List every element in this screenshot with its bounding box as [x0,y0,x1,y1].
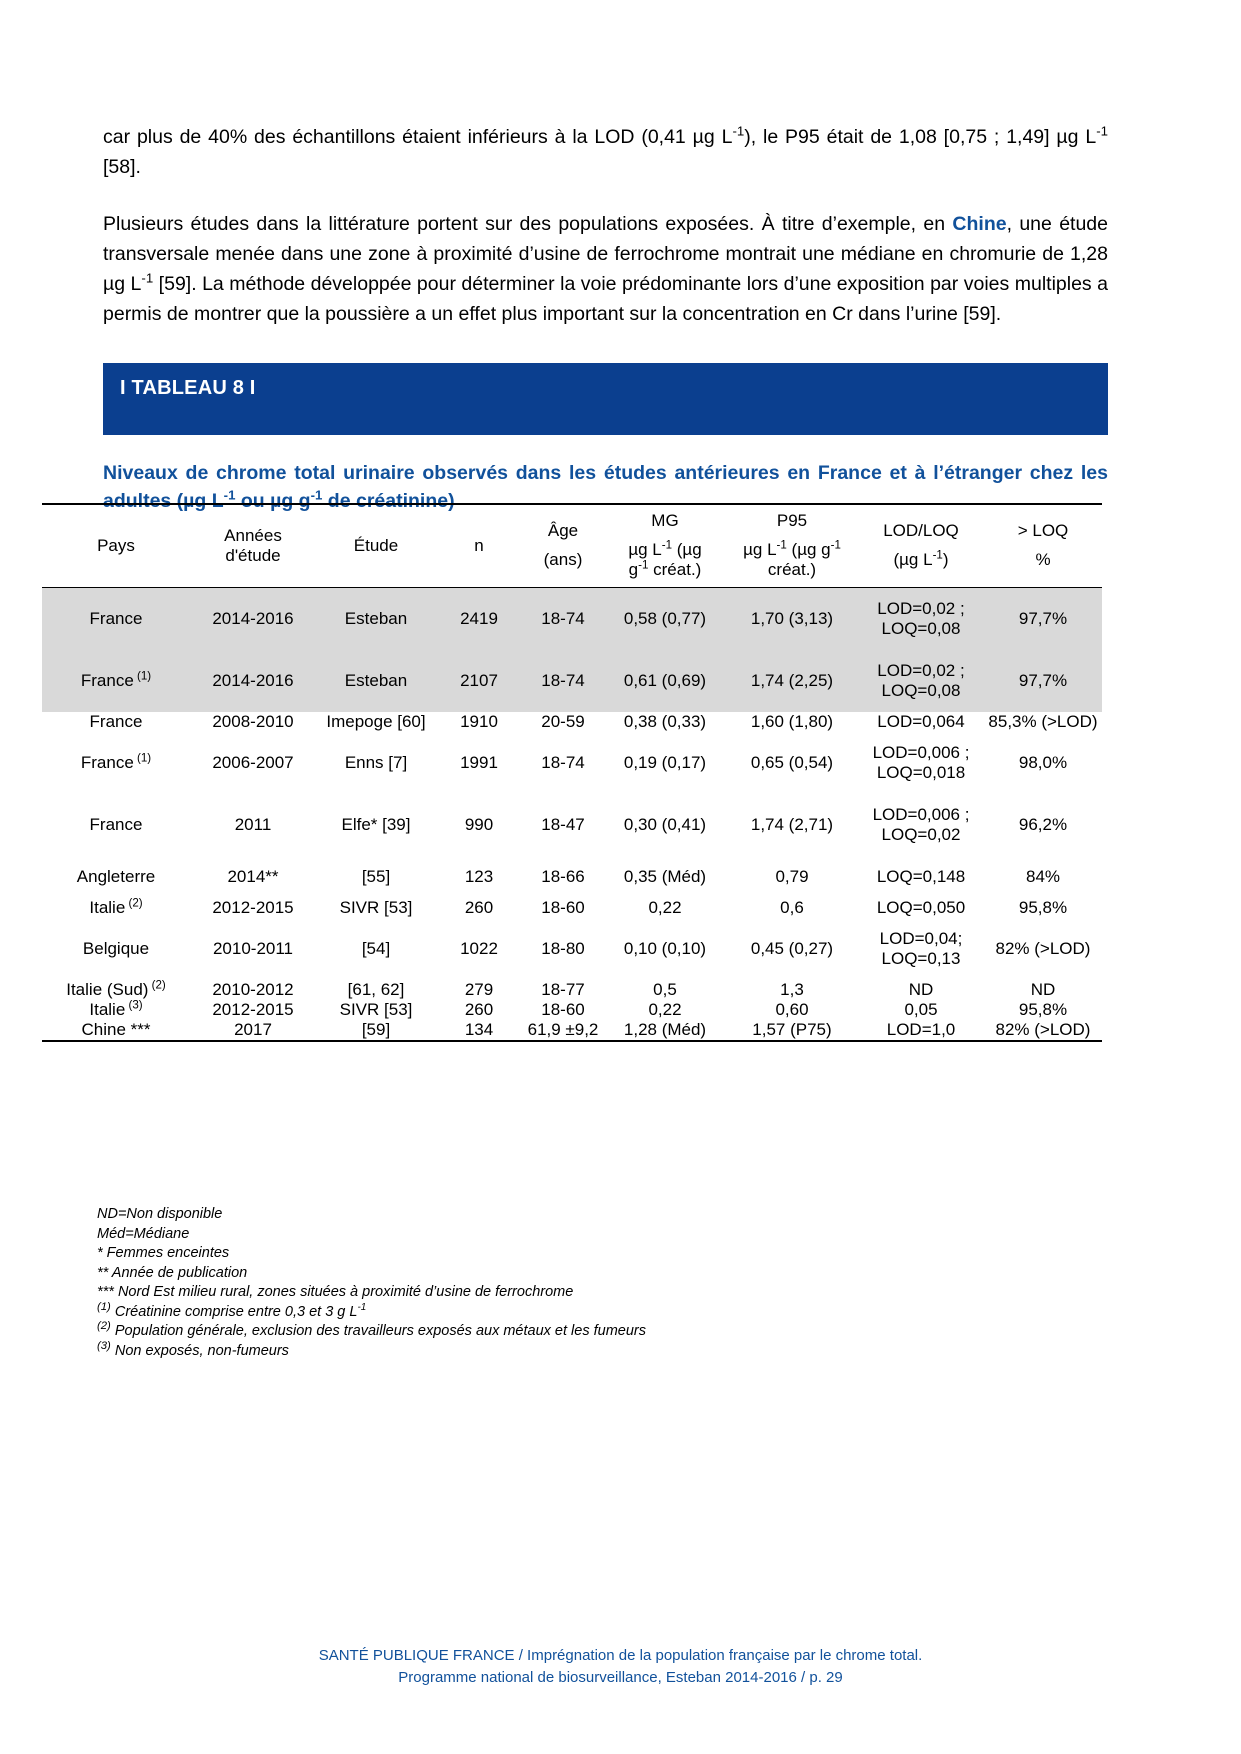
column-header-lodloq-line1: LOD/LOQ [883,521,959,540]
cell-mg: 0,30 (0,41) [623,815,707,834]
cell-lodloq [858,588,984,651]
superscript-minus-one: -1 [932,549,943,562]
footnote-text: Non exposés, non-fumeurs [110,1342,289,1359]
cell-n: 279 [464,980,494,999]
cell-lodloq-line2: LOQ=0,08 [881,681,961,700]
cell-lodloq-line1: 0,05 [904,1000,938,1019]
cell-lodloq-line1: LOQ=0,050 [876,898,966,917]
cell-n: 1991 [460,753,498,772]
footnote-text: * Femmes enceintes [97,1245,230,1261]
cell-age: 20-59 [541,712,585,731]
footnote-line [97,1244,997,1264]
cell-age: 18-60 [541,898,585,917]
cell-pays [42,1000,190,1020]
table-row [42,980,1102,1000]
cell-etude: SIVR [53] [339,898,413,917]
cell-age: 18-66 [541,867,585,886]
column-header-p95-units2: créat.) [767,560,817,579]
column-header-mg-line1: MG [651,511,679,530]
cell-n: 260 [464,898,494,917]
footnote-line [97,1322,997,1342]
cell-lodloq [858,918,984,980]
cell-annees: 2010-2012 [212,980,294,999]
cell-pays [42,712,190,732]
footnote-line [97,1205,997,1225]
cell-mg: 0,22 [648,1000,682,1019]
cell-lodloq-line1: LOD=0,02 ; [877,599,965,618]
paragraph-1-part-3: ), le P95 était de 1,08 [0,75 ; 1,49] µg L [744,126,1097,148]
cell-lodloq [858,856,984,898]
cell-pays-label: France [89,815,143,834]
footnote-text: Créatinine comprise entre 0,3 et 3 g L [110,1303,358,1320]
cell-lodloq-line1: LOD=0,006 ; [872,743,970,762]
cell-mg: 0,61 (0,69) [604,650,726,712]
cell-p95: 0,45 (0,27) [750,939,834,958]
cell-lodloq-line1: LOD=0,04; [879,929,963,948]
cell-age: 18-60 [541,1000,585,1019]
table-row [42,712,1102,732]
cell-superior-loq: 96,2% [1018,815,1068,834]
cell-lodloq-line2: LOQ=0,13 [881,949,961,968]
cell-superior-loq: 84% [1025,867,1061,886]
cell-superior-loq: ND [1030,980,1056,999]
cell-superior-loq: 85,3% (>LOD) [988,712,1098,731]
column-header-mg [604,504,726,588]
footnote-line [97,1225,997,1245]
cell-etude: Enns [7] [344,753,408,772]
cell-etude: Esteban [316,588,436,651]
cell-annees: 2012-2015 [212,1000,294,1019]
cell-pays-label: Italie [89,898,126,917]
footnote-marker: (1) [133,752,152,765]
cell-lodloq [858,712,984,732]
cell-etude: [59] [316,1020,436,1041]
footnote-text: Population générale, exclusion des travailleurs exposés aux métaux et les fumeurs [110,1323,646,1339]
cell-lodloq-line2: LOQ=0,08 [881,619,961,638]
column-header-p95 [726,504,858,588]
column-header-age-line1: Âge [547,521,579,540]
cell-n: 2107 [436,650,522,712]
cell-age: 61,9 ±9,2 [522,1020,604,1041]
cell-etude: Esteban [316,650,436,712]
cell-pays [42,918,190,980]
cell-pays [42,732,190,794]
footnote-marker: (3) [97,1339,111,1352]
footnote-line [97,1300,997,1323]
cell-pays-label: France [89,712,143,731]
cell-annees: 2006-2007 [212,753,294,772]
cell-annees: 2011 [234,815,272,834]
cell-lodloq-line1: LOQ=0,148 [876,867,966,886]
cell-p95: 1,70 (3,13) [726,588,858,651]
text-content-area [103,122,1108,515]
footer-line-1: SANTÉ PUBLIQUE FRANCE / Imprégnation de la population française par le chrome total. [318,1647,923,1664]
table-footnotes [97,1205,997,1361]
cell-pays [42,588,190,651]
footnote-text: *** Nord Est milieu rural, zones situées à proximité d’usine de ferrochrome [97,1284,574,1300]
cell-mg: 0,22 [648,898,682,917]
country-highlight-chine: Chine [952,213,1007,235]
footnote-marker: (2) [125,897,143,910]
superscript-minus-one: -1 [830,539,841,552]
cell-p95: 1,57 (P75) [726,1020,858,1041]
cell-p95: 0,65 (0,54) [750,753,834,772]
superscript-minus-one: -1 [223,487,236,503]
cell-age: 18-77 [541,980,585,999]
cell-age: 18-47 [541,815,585,834]
table-row [42,1000,1102,1020]
cell-pays-label: Chine *** [81,1020,151,1039]
cell-etude: Imepoge [60] [326,712,426,731]
cell-mg: 0,38 (0,33) [623,712,707,731]
superscript-minus-one: -1 [310,487,323,503]
table-container [42,503,1102,1042]
footnote-text: ND=Non disponible [97,1206,223,1222]
cell-mg: 0,19 (0,17) [623,753,707,772]
cell-pays-label: France [89,609,143,628]
superscript-minus-one: -1 [141,270,154,286]
column-header-etude [316,504,436,588]
column-header-n-label: n [474,535,484,555]
cell-superior-loq: 97,7% [984,588,1102,651]
study-levels-table [42,503,1102,1042]
cell-lodloq-line1: LOD=0,006 ; [872,805,970,824]
cell-etude: Elfe* [39] [341,815,411,834]
cell-superior-loq: 82% (>LOD) [984,1020,1102,1041]
superscript-minus-one: -1 [661,539,673,552]
cell-pays-label: France [80,753,134,772]
cell-pays-label: France [80,671,134,690]
column-header-annees [190,504,316,588]
column-header-annees-line1: Années [224,525,282,545]
column-header-mg-units: µg $L^{-1}$ (µg [628,539,702,559]
cell-n: 990 [464,815,494,834]
footnote-text: ** Année de publication [97,1264,248,1281]
cell-superior-loq: 82% (>LOD) [995,939,1091,958]
superscript-minus-one: -1 [1096,123,1109,139]
cell-annees: 2014-2016 [190,650,316,712]
paragraph-1-part-5: [58]. [103,156,141,178]
page-footer [0,1645,1241,1689]
cell-pays-label: Angleterre [76,867,156,886]
cell-pays-label: Belgique [82,939,150,958]
column-header-superior-loq [984,504,1102,588]
paragraph-2-part-b: , une étude transversale menée dans une zone à proximité d’usine de ferrochrome montrait une médiane en chromurie de 1,28 µg L [103,213,1108,295]
table-head [42,504,1102,588]
cell-pays-label: Italie (Sud) [66,980,149,999]
caption-part-2: ou µg g [235,490,311,512]
cell-lodloq [858,980,984,1000]
footnote-line [97,1283,997,1303]
cell-etude: [61, 62] [347,980,405,999]
footer-line-2: Programme national de biosurveillance, Esteban 2014-2016 / p. 29 [398,1669,843,1686]
table-row [42,650,1102,712]
column-header-p95-units: µg $L^{-1}$ (µg $g^{-1}$ [743,539,841,559]
column-header-age [522,504,604,588]
column-header-superior-loq-line2: % [1035,550,1051,569]
cell-lodloq-line2: LOQ=0,018 [876,763,966,782]
cell-p95: 0,6 [780,898,804,917]
column-header-mg-units2: $g^{-1}$ créat.) [628,559,702,579]
table-row [42,856,1102,898]
cell-p95: 1,3 [780,980,804,999]
column-header-p95-line1: P95 [776,511,808,530]
cell-superior-loq: 97,7% [984,650,1102,712]
cell-annees: 2012-2015 [212,898,294,917]
cell-lodloq [858,794,984,856]
cell-n: 1022 [460,939,498,958]
footnote-marker: (3) [125,999,143,1012]
footnote-line [97,1339,997,1362]
column-header-etude-label: Étude [353,535,399,555]
superscript-minus-one: -1 [357,1301,367,1313]
footnote-line [97,1264,997,1284]
cell-mg: 0,5 [653,980,677,999]
table-row [42,1020,1102,1041]
column-header-superior-loq-line1: > LOQ [1017,521,1069,540]
footnote-marker: (1) [97,1300,111,1313]
cell-annees: 2010-2011 [212,939,294,958]
tableau-banner [103,363,1108,435]
cell-lodloq-line1: LOD=1,0 [886,1020,956,1039]
cell-pays [42,650,190,712]
cell-age: 18-74 [522,588,604,651]
cell-pays [42,1020,190,1041]
cell-p95: 1,74 (2,71) [750,815,834,834]
footnote-marker: (2) [148,979,166,992]
cell-pays [42,856,190,898]
footnote-text: Méd=Médiane [97,1225,190,1242]
cell-lodloq [858,1000,984,1020]
paragraph-2-part-a: Plusieurs études dans la littérature portent sur des populations exposées. À titre d’exemple, en [103,213,953,235]
column-header-annees-line2: d'étude [225,545,281,565]
column-header-n [436,504,522,588]
cell-lodloq-line1: ND [908,980,934,999]
cell-n: 134 [436,1020,522,1041]
column-header-age-line2: (ans) [543,550,583,569]
table-body [42,588,1102,1042]
cell-annees: 2014** [227,867,279,886]
cell-pays [42,980,190,1000]
cell-p95: 1,74 (2,25) [726,650,858,712]
cell-annees: 2008-2010 [212,712,294,731]
footnote-marker: (1) [133,670,152,683]
cell-p95: 1,60 (1,80) [750,712,834,731]
cell-age: 18-74 [522,650,604,712]
superscript-minus-one: -1 [732,123,745,139]
cell-pays [42,898,190,918]
cell-lodloq-line2: LOQ=0,02 [881,825,961,844]
cell-lodloq-line1: LOD=0,02 ; [877,661,965,680]
column-header-lodloq-units: (µg $L^{-1}$) [893,549,949,569]
table-row [42,794,1102,856]
caption-part-3: de créatinine) [322,490,455,512]
cell-n: 2419 [436,588,522,651]
cell-mg: 0,10 (0,10) [623,939,707,958]
table-row [42,732,1102,794]
column-header-pays-label: Pays [97,535,135,555]
cell-annees: 2017 [190,1020,316,1041]
cell-n: 260 [464,1000,494,1019]
cell-superior-loq: 95,8% [1018,898,1068,917]
cell-mg: 0,58 (0,77) [604,588,726,651]
cell-p95: 0,60 [775,1000,809,1019]
cell-mg: 1,28 (Méd) [604,1020,726,1041]
column-header-lodloq [858,504,984,588]
column-header-pays [42,504,190,588]
table-row [42,588,1102,651]
cell-lodloq [858,898,984,918]
paragraph-1 [103,122,1108,182]
caption-part-1: Niveaux de chrome total urinaire observés dans les études antérieures en France et à l’étranger chez les adultes (µg L [103,462,1108,512]
cell-lodloq [858,732,984,794]
table-header-row [42,504,1102,588]
cell-lodloq [858,650,984,712]
cell-n: 1910 [460,712,498,731]
paragraph-2 [103,209,1108,329]
cell-pays [42,794,190,856]
tableau-banner-label: I TABLEAU 8 I [120,377,256,399]
superscript-minus-one: -1 [638,559,649,572]
cell-mg: 0,35 (Méd) [623,867,707,886]
cell-etude: [54] [361,939,391,958]
cell-p95: 0,79 [775,867,809,886]
cell-etude: SIVR [53] [339,1000,413,1019]
cell-superior-loq: 98,0% [1018,753,1068,772]
table-row [42,898,1102,918]
footnote-marker: (2) [97,1320,111,1333]
table-row [42,918,1102,980]
superscript-minus-one: -1 [776,539,787,552]
cell-lodloq-line1: LOD=0,064 [877,712,965,731]
cell-age: 18-80 [541,939,585,958]
cell-lodloq [858,1020,984,1041]
cell-etude: [55] [361,867,391,886]
cell-n: 123 [464,867,494,886]
cell-superior-loq: 95,8% [1018,1000,1068,1019]
paragraph-2-part-c: [59]. La méthode développée pour déterminer la voie prédominante lors d’une exposition par voies multiples a permis de montrer que la poussière a un effet plus important sur la concentration en Cr dans l’urine [59]. [103,273,1108,325]
cell-pays-label: Italie [89,1000,126,1019]
cell-annees: 2014-2016 [190,588,316,651]
cell-age: 18-74 [541,753,585,772]
paragraph-1-part-1: car plus de 40% des échantillons étaient inférieurs à la LOD (0,41 µg L [103,126,733,148]
